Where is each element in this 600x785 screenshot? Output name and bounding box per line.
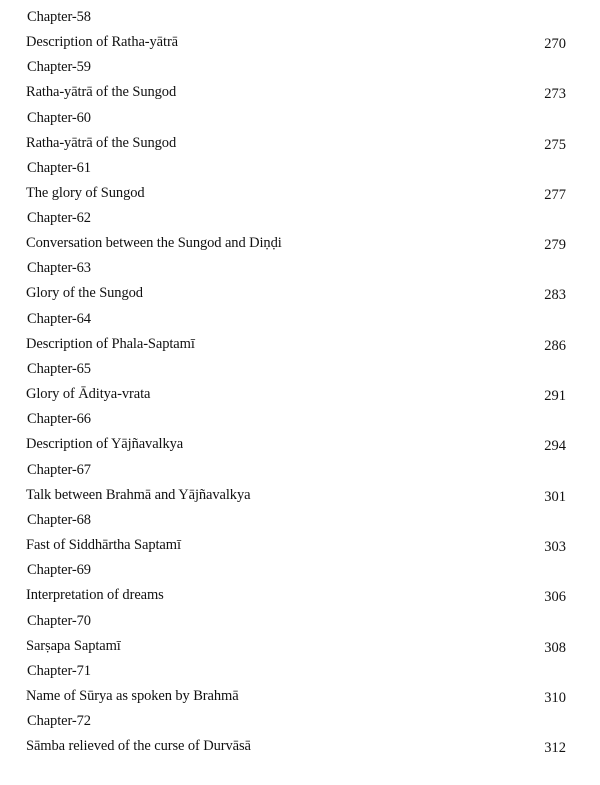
page-number: 291 xyxy=(544,388,566,405)
chapter-title: Talk between Brahmā and Yājñavalkya xyxy=(26,486,251,503)
toc-entry xyxy=(26,406,566,456)
page-number: 279 xyxy=(544,237,566,254)
toc-entry xyxy=(26,105,566,155)
page-number: 277 xyxy=(544,186,566,203)
chapter-title: Glory of the Sungod xyxy=(26,285,143,302)
chapter-title: Conversation between the Sungod and Diṇḍi xyxy=(26,235,282,252)
chapter-title: Sāmba relieved of the curse of Durvāsā xyxy=(26,738,251,755)
page-number: 312 xyxy=(544,740,566,757)
chapter-label: Chapter-72 xyxy=(27,713,91,730)
chapter-title: Sarṣapa Saptamī xyxy=(26,637,121,654)
chapter-label: Chapter-59 xyxy=(27,59,91,76)
chapter-title: Ratha-yātrā of the Sungod xyxy=(26,134,177,151)
page-number: 275 xyxy=(544,136,566,153)
chapter-title: Fast of Siddhārtha Saptamī xyxy=(26,536,181,553)
chapter-label: Chapter-67 xyxy=(27,461,91,478)
page-number: 283 xyxy=(544,287,566,304)
chapter-title: Ratha-yātrā of the Sungod xyxy=(26,84,177,101)
toc-entry xyxy=(26,507,566,557)
chapter-title: Glory of Āditya-vrata xyxy=(26,386,151,403)
toc-entry xyxy=(26,205,566,255)
table-of-contents xyxy=(26,4,566,758)
chapter-label: Chapter-62 xyxy=(27,210,91,227)
page-number: 294 xyxy=(544,438,566,455)
toc-entry xyxy=(26,306,566,356)
toc-entry xyxy=(26,708,566,758)
chapter-label: Chapter-65 xyxy=(27,361,91,378)
chapter-label: Chapter-70 xyxy=(27,612,91,629)
chapter-label: Chapter-61 xyxy=(27,159,91,176)
chapter-label: Chapter-60 xyxy=(27,109,91,126)
toc-entry xyxy=(26,608,566,658)
toc-entry xyxy=(26,4,566,54)
chapter-label: Chapter-64 xyxy=(27,310,91,327)
page-number: 306 xyxy=(544,589,566,606)
chapter-title: Description of Phala-Saptamī xyxy=(26,335,195,352)
chapter-label: Chapter-58 xyxy=(27,9,91,25)
chapter-label: Chapter-63 xyxy=(27,260,91,277)
toc-entry xyxy=(26,457,566,507)
page-number: 286 xyxy=(544,337,566,354)
chapter-label: Chapter-69 xyxy=(27,562,91,579)
chapter-label: Chapter-68 xyxy=(27,511,91,528)
chapter-label: Chapter-66 xyxy=(27,411,91,428)
chapter-title: Interpretation of dreams xyxy=(26,587,164,604)
chapter-title: Description of Ratha-yātrā xyxy=(26,34,179,50)
chapter-title: Name of Sūrya as spoken by Brahmā xyxy=(26,687,239,704)
chapter-label: Chapter-71 xyxy=(27,662,91,679)
page-number: 273 xyxy=(544,86,566,103)
toc-entry xyxy=(26,557,566,607)
toc-entry xyxy=(26,356,566,406)
toc-entry xyxy=(26,155,566,205)
page-number: 301 xyxy=(544,488,566,505)
toc-entry xyxy=(26,54,566,104)
page-number: 310 xyxy=(544,689,566,706)
toc-entry xyxy=(26,255,566,305)
page-number: 308 xyxy=(544,639,566,656)
toc-entry xyxy=(26,658,566,708)
page-number: 270 xyxy=(544,36,566,52)
page-number: 303 xyxy=(544,538,566,555)
chapter-title: Description of Yājñavalkya xyxy=(26,436,184,453)
chapter-title: The glory of Sungod xyxy=(26,184,145,201)
